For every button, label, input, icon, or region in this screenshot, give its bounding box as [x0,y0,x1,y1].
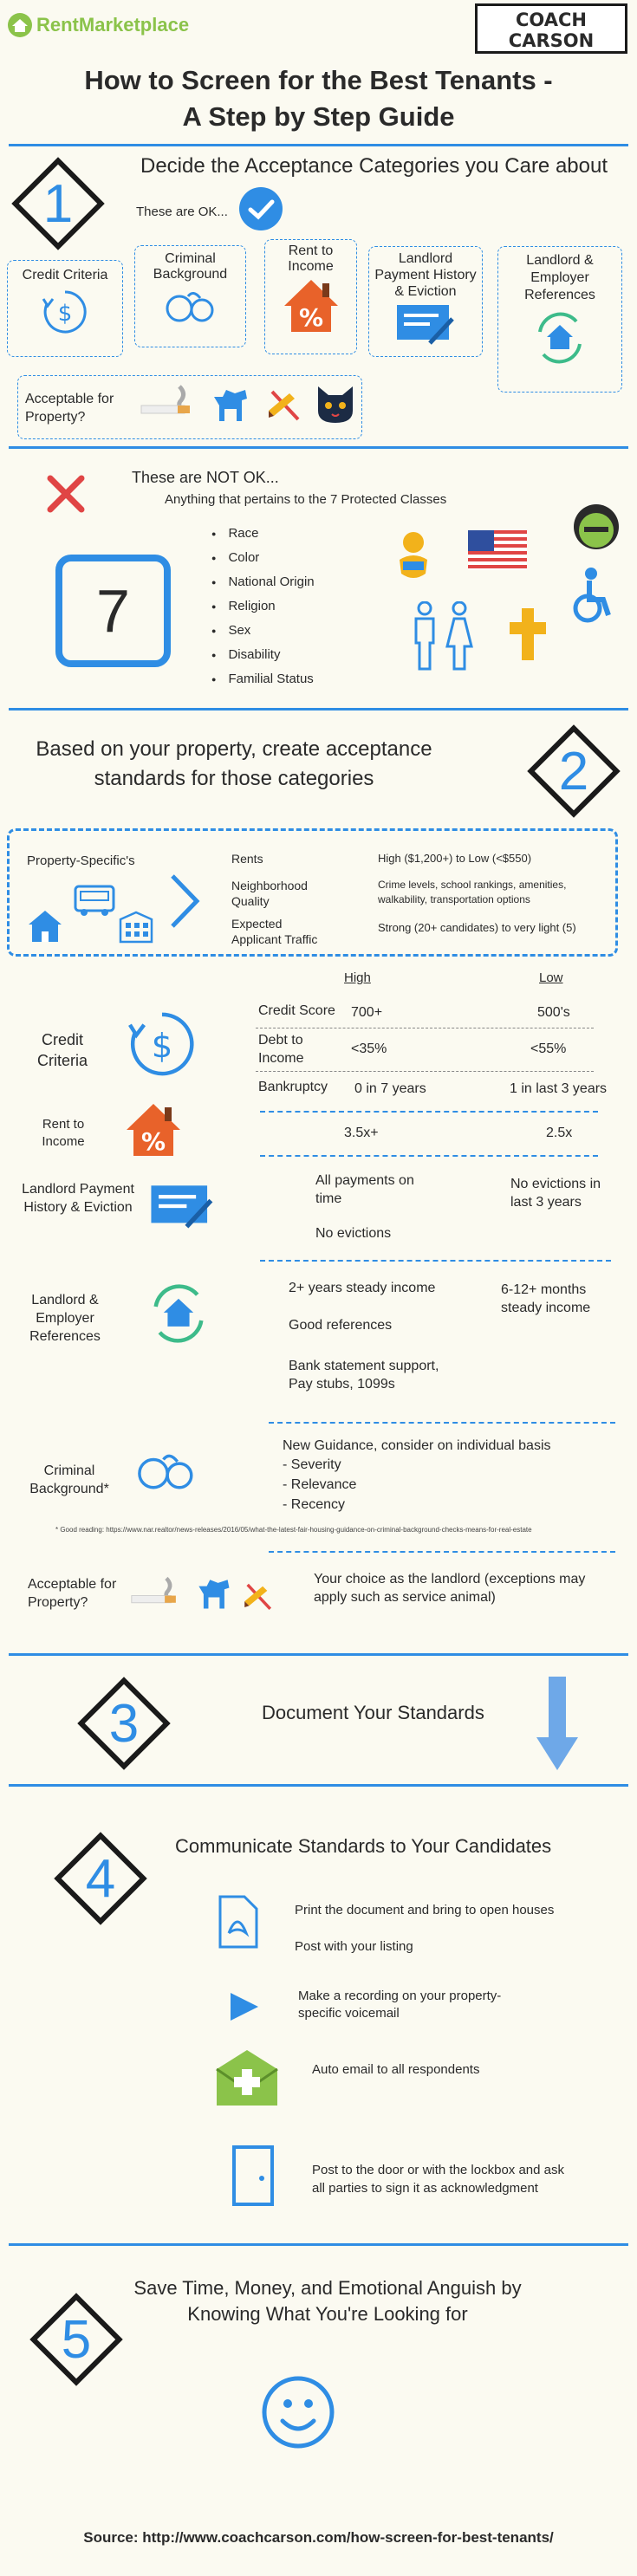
low-header: Low [539,970,563,985]
list-item: ● Race [211,522,315,546]
ref-low: 6-12+ months steady income [501,1282,591,1315]
coach-carson-logo: COACH CARSON [475,3,627,54]
logo-text: RentMarketplace [36,14,190,36]
us-flag-icon [468,530,527,570]
section-divider [269,1422,615,1424]
dollar-refresh-icon [40,287,90,337]
step3-heading: Document Your Standards [262,1702,484,1723]
ref-high-2: Good references [289,1318,393,1333]
divider [9,1653,628,1656]
step-number: 4 [85,1848,116,1909]
svg-text:%: % [298,303,323,332]
payment-high-1: All payments on time [315,1173,414,1206]
rent-income-low: 2.5x [546,1126,573,1140]
category-criminal: Criminal Background [134,245,246,347]
credit-row-label: Credit Score [258,1003,335,1018]
protected-intro: Anything that pertains to the 7 Protected Classes [165,492,447,507]
criminal-item: - Relevance [283,1477,357,1492]
references-label: Landlord & Employer References [29,1293,101,1344]
pdf-document-icon [215,1893,260,1950]
page-title: How to Screen for the Best Tenants - A Step by Step Guide [84,65,553,132]
communicate-item: Post with your listing [295,1939,413,1954]
credit-row-label: Bankruptcy [258,1080,328,1094]
step4-heading: Communicate Standards to Your Candidates [175,1835,552,1857]
person-icon [572,503,621,555]
property-specific-box: Property-Specific's Rents High ($1,200+) to Low (<$550) Neighborhood Quality Crime levels, school rankings, amenities, walkability, transportation options Expected Applicant Traffic Strong (20+ candidates) to very light (5) [7,828,618,957]
house-logo-icon [7,12,33,38]
payment-high-2: No evictions [315,1226,392,1241]
credit-label: Credit Criteria [36,1031,88,1069]
category-rent-income: Rent to Income % [264,239,357,354]
svg-text:$: $ [57,301,73,327]
dollar-refresh-icon [125,1007,199,1081]
dog-icon [207,381,252,426]
ref-high-1: 2+ years steady income [289,1281,436,1295]
high-header: High [344,970,371,985]
no-smoking-icon [263,385,303,425]
svg-text:$: $ [151,1026,173,1066]
protected-classes-list [211,522,315,691]
chevron-right-icon [166,871,204,931]
wheelchair-icon [569,567,612,624]
house-icon [27,909,63,944]
criminal-text: New Guidance, consider on individual basis [283,1438,551,1453]
criminal-item: - Recency [283,1497,346,1512]
step-number: 1 [42,173,74,234]
list-item: ● Familial Status [211,667,315,691]
acceptable-text: Your choice as the landlord (exceptions may apply such as service animal) [314,1572,586,1605]
criminal-item: - Severity [283,1457,341,1472]
step2-heading: Based on your property, create acceptance standards for those categories [36,737,432,790]
building-icon [117,909,155,944]
cigarette-icon [130,1574,184,1610]
no-smoking-icon [240,1579,275,1613]
cat-icon [313,381,358,426]
house-percent-icon [125,1102,182,1158]
step5-heading: Save Time, Money, and Emotional Anguish by Knowing What You're Looking for [133,2277,522,2325]
section-divider [269,1551,615,1553]
step1-heading: Decide the Acceptance Categories you Care about [140,154,608,178]
list-item: ● Sex [211,619,315,643]
communicate-item: Auto email to all respondents [312,2062,480,2077]
step-number: 2 [558,741,589,801]
handcuffs-icon [133,1445,199,1494]
communicate-item: Print the document and bring to open houses [295,1903,555,1917]
ref-high-3: Bank statement support, Pay stubs, 1099s [289,1359,439,1392]
list-item: ● National Origin [211,570,315,594]
credit-row-label: Debt to Income [258,1033,304,1066]
dog-icon [192,1572,234,1613]
divider [9,1784,628,1787]
list-item: ● Disability [211,643,315,667]
rentmarketplace-logo [7,12,189,38]
section-divider [260,1155,598,1157]
not-ok-label: These are NOT OK... [132,469,279,486]
step-number: 3 [108,1693,140,1754]
man-woman-icon [407,601,477,671]
category-payment-history: Landlord Payment History & Eviction [368,246,483,357]
communicate-item: Make a recording on your property-specific voicemail [298,1989,502,2021]
bus-icon [72,883,117,918]
smiley-icon [262,2376,335,2449]
rent-income-high: 3.5x+ [344,1126,379,1140]
door-icon [231,2144,276,2208]
down-arrow-icon [535,1677,580,1774]
category-credit: Credit Criteria $ [7,260,123,357]
baby-icon [394,530,432,584]
rent-income-label: Rent to Income [42,1117,85,1149]
list-item: ● Religion [211,594,315,619]
section-divider [260,1260,611,1262]
credit-row-high: <35% [351,1041,387,1056]
divider [9,2243,628,2246]
email-icon [215,2048,279,2107]
divider [9,708,628,711]
cigarette-icon [140,381,198,421]
divider [9,446,628,449]
ok-label: These are OK... [136,204,228,219]
credit-row-low: 500's [537,1005,570,1020]
form-pen-icon [395,302,456,347]
form-pen-icon [149,1182,215,1230]
category-references: Landlord & Employer References [497,246,622,393]
house-refresh-icon [144,1279,213,1348]
acceptable-box: Acceptable for Property? [17,375,362,439]
divider [9,144,628,146]
payment-low: No evictions in last 3 years [510,1177,601,1210]
house-percent-icon [283,278,340,334]
payment-label: Landlord Payment History & Eviction [22,1182,134,1215]
communicate-item: Post to the door or with the lockbox and ask all parties to sign it as acknowledgment [312,2163,564,2196]
credit-row-low: <55% [530,1041,567,1056]
house-refresh-icon [530,308,590,368]
list-item: ● Color [211,546,315,570]
step-number: 5 [61,2309,92,2370]
check-circle-icon [238,186,283,231]
play-icon [227,1991,262,2022]
credit-row-high: 0 in 7 years [354,1081,426,1096]
criminal-label: Criminal Background* [29,1463,109,1496]
cross-icon [508,607,548,662]
credit-row-low: 1 in last 3 years [510,1081,608,1096]
seven-badge: 7 [55,555,171,667]
red-x-icon [45,473,87,515]
handcuffs-icon [162,284,219,326]
footnote: * Good reading: https://www.nar.realtor/news-releases/2016/05/what-the-latest-fair-housing-guidance-on-criminal-background-checks-means-for-real-estate [55,1526,532,1534]
row-divider [256,1071,594,1072]
svg-text:%: % [140,1127,166,1156]
acceptable-label: Acceptable for Property? [28,1577,117,1610]
source-text: Source: http://www.coachcarson.com/how-screen-for-best-tenants/ [83,2529,554,2546]
section-divider [260,1111,598,1113]
credit-row-high: 700+ [351,1005,383,1020]
